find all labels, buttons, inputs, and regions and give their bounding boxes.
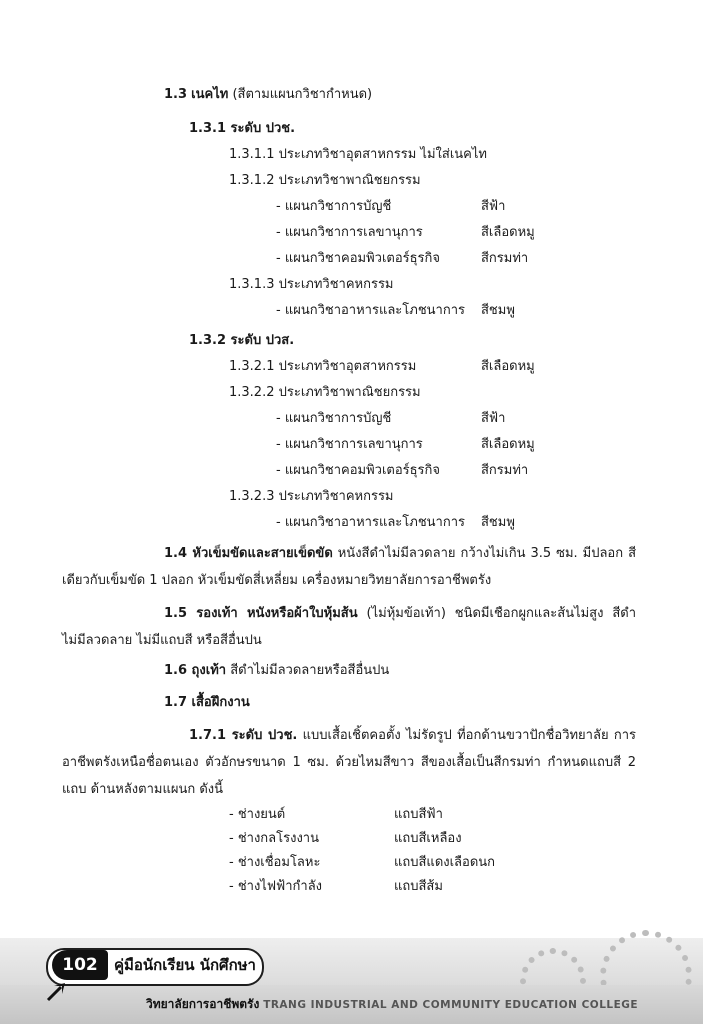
- dept-name: - แผนกวิชาการเลขานุการ: [276, 437, 423, 452]
- arrow-icon: [46, 980, 68, 1002]
- workshop-name: - ช่างยนต์: [229, 807, 286, 822]
- page-number: 102: [52, 950, 108, 980]
- section-1-4: [62, 540, 636, 594]
- dept-color: สีกรมท่า: [481, 251, 529, 266]
- dept-color: สีชมพู: [481, 515, 515, 530]
- dept-name: - แผนกวิชาการบัญชี: [276, 199, 392, 214]
- section-1-6: [164, 662, 389, 680]
- section-1-5: [62, 600, 636, 654]
- dept-name: - แผนกวิชาการบัญชี: [276, 411, 392, 426]
- dept-color: สีฟ้า: [481, 199, 506, 214]
- workshop-name: - ช่างกลโรงงาน: [229, 831, 319, 846]
- item-1-3-1-1: 1.3.1.1 ประเภทวิชาอุตสาหกรรม ไม่ใส่เนคไท: [229, 147, 487, 162]
- stripe-color: แถบสีส้ม: [394, 879, 443, 894]
- section-1-4-heading: 1.4 หัวเข็มขัดและสายเข็ดขัด: [164, 546, 333, 561]
- section-1-3-number: 1.3: [164, 87, 188, 102]
- book-title: คู่มือนักเรียน นักศึกษา: [114, 956, 256, 974]
- section-1-3: [164, 86, 372, 104]
- dept-name: - แผนกวิชาการเลขานุการ: [276, 225, 423, 240]
- dept-color: สีเลือดหมู: [481, 437, 535, 452]
- dept-color: สีกรมท่า: [481, 463, 529, 478]
- section-1-7-1-heading: 1.7.1 ระดับ ปวช.: [189, 728, 298, 743]
- item-1-3-2-2: 1.3.2.2 ประเภทวิชาพาณิชยกรรม: [229, 385, 421, 400]
- item-1-3-2-3: 1.3.2.3 ประเภทวิชาคหกรรม: [229, 489, 394, 504]
- college-name-en: TRANG INDUSTRIAL AND COMMUNITY EDUCATION COLLEGE: [263, 999, 639, 1011]
- dept-color: สีชมพู: [481, 303, 515, 318]
- dept-color: สีเลือดหมู: [481, 225, 535, 240]
- section-1-3-1-title: 1.3.1 ระดับ ปวช.: [189, 121, 296, 136]
- item-1-3-2-1-color: สีเลือดหมู: [481, 359, 535, 374]
- section-1-4-text: หนังสีดำไม่มีลวดลาย กว้างไม่เกิน 3.5 ซม. มีปลอก สีเดียวกับเข็มขัด 1 ปลอก หัวเข็มขัดสี่เหลี่ยม เครื่องหมายวิทยาลัยการอาชีพตรัง: [62, 546, 637, 588]
- dept-name: - แผนกวิชาอาหารและโภชนาการ: [276, 515, 466, 530]
- section-1-7-1: [62, 722, 636, 803]
- dept-name: - แผนกวิชาอาหารและโภชนาการ: [276, 303, 466, 318]
- section-1-3-2-title: 1.3.2 ระดับ ปวส.: [189, 333, 295, 348]
- section-1-6-text: สีดำไม่มีลวดลายหรือสีอื่นปน: [230, 663, 390, 678]
- workshop-name: - ช่างเชื่อมโลหะ: [229, 855, 321, 870]
- dept-name: - แผนกวิชาคอมพิวเตอร์ธุรกิจ: [276, 463, 441, 478]
- item-1-3-1-2: 1.3.1.2 ประเภทวิชาพาณิชยกรรม: [229, 173, 421, 188]
- dept-name: - แผนกวิชาคอมพิวเตอร์ธุรกิจ: [276, 251, 441, 266]
- stripe-color: แถบสีเหลือง: [394, 831, 462, 846]
- footer-college: [146, 996, 638, 1013]
- section-1-3-heading: เนคไท: [191, 87, 229, 102]
- workshop-name: - ช่างไฟฟ้ากำลัง: [229, 879, 323, 894]
- section-1-6-heading: 1.6 ถุงเท้า: [164, 663, 227, 678]
- section-1-3-note: (สีตามแผนกวิชากำหนด): [232, 87, 373, 102]
- item-1-3-1-3: 1.3.1.3 ประเภทวิชาคหกรรม: [229, 277, 394, 292]
- section-1-5-text: (ไม่หุ้มข้อเท้า) ชนิดมีเชือกผูกและส้นไม่สูง สีดำ ไม่มีลวดลาย ไม่มีแถบสี หรือสีอื่นปน: [62, 606, 637, 648]
- section-1-7-heading: 1.7 เสื้อฝึกงาน: [164, 695, 250, 710]
- section-1-7-1-text: แบบเสื้อเชิ้ตคอตั้ง ไม่รัดรูป ที่อกด้านขวาปักชื่อวิทยาลัย การอาชีพตรังเหนือชื่อตนเอง ตัวอักษรขนาด 1 ซม. ด้วยไหมสีขาว สีของเสื้อเป็นสีกรมท่า กำหนดแถบสี 2 แถบ ด้านหลังตามแผนก ดังนี้: [62, 728, 636, 797]
- college-name-th: วิทยาลัยการอาชีพตรัง: [146, 997, 260, 1011]
- item-1-3-2-1: 1.3.2.1 ประเภทวิชาอุตสาหกรรม: [229, 359, 417, 374]
- dept-color: สีฟ้า: [481, 411, 506, 426]
- stripe-color: แถบสีฟ้า: [394, 807, 443, 822]
- section-1-5-heading: 1.5 รองเท้า หนังหรือผ้าใบหุ้มส้น: [164, 606, 358, 621]
- stripe-color: แถบสีแดงเลือดนก: [394, 855, 496, 870]
